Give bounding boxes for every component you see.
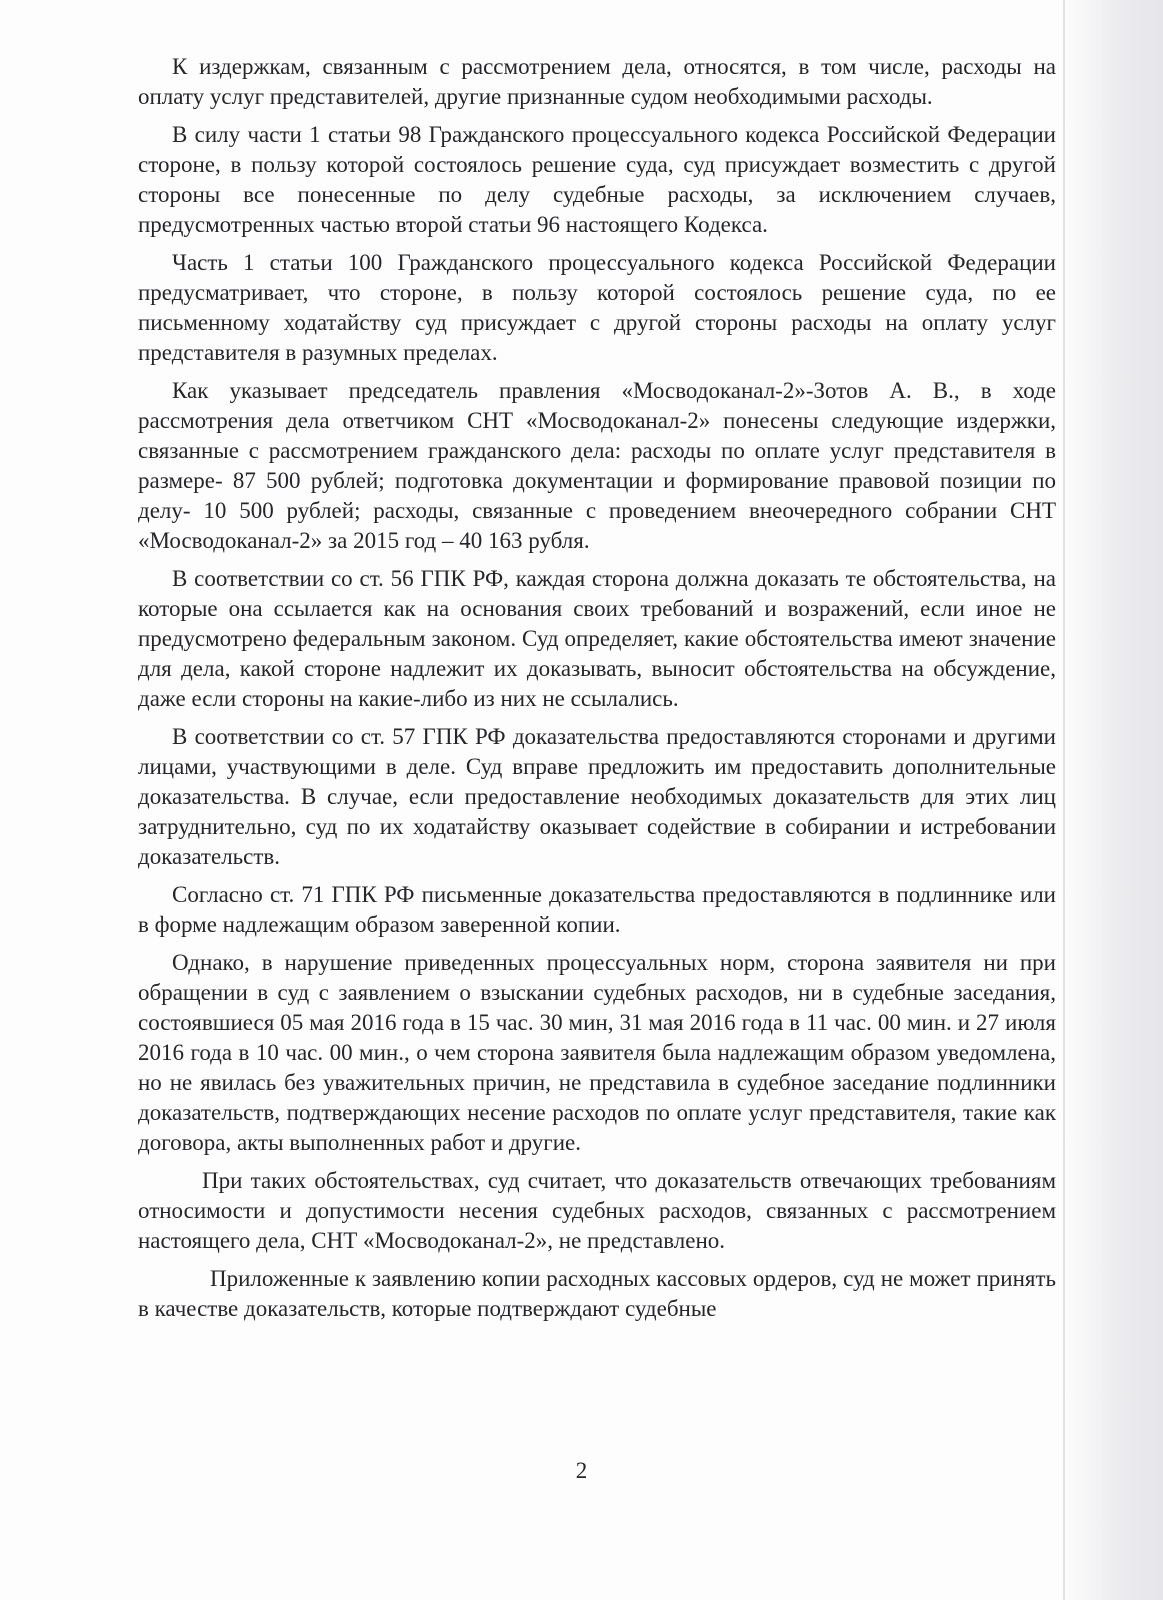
paragraph-article-71: Согласно ст. 71 ГПК РФ письменные доказательства предоставляются в подлиннике или в форме надлежащим образом заверенной копии. xyxy=(138,882,1056,937)
paragraph-cash-orders: Приложенные к заявлению копии расходных кассовых ордеров, суд не может принять в качестве доказательств, которые подтверждают судебные xyxy=(138,1266,1056,1321)
paragraph-article-56: В соответствии со ст. 56 ГПК РФ, каждая сторона должна доказать те обстоятельства, на которые она ссылается как на основания своих требований и возражений, если иное не предусмотрено федеральным законом. Суд определяет, какие обстоятельства имеют значение для дела, какой стороне надлежит их доказывать, выносит обстоятельства на обсуждение, даже если стороны на какие-либо из них не ссылались. xyxy=(138,566,1056,711)
document-body xyxy=(138,52,1056,1324)
paragraph-article-57: В соответствии со ст. 57 ГПК РФ доказательства предоставляются сторонами и другими лицами, участвующими в деле. Суд вправе предложить им предоставить дополнительные доказательства. В случае, если предоставление необходимых доказательств для этих лиц затруднительно, суд по их ходатайству оказывает содействие в собирании и истребовании доказательств. xyxy=(138,724,1056,869)
paragraph-claimed-expenses: Как указывает председатель правления «Мосводоканал-2»-Зотов А. В., в ходе рассмотрения дела ответчиком СНТ «Мосводоканал-2» понесены следующие издержки, связанные с рассмотрением гражданского дела: расходы по оплате услуг представителя в размере- 87 500 рублей; подготовка документации и формирование правовой позиции по делу- 10 500 рублей; расходы, связанные с проведением внеочередного собрании СНТ «Мосводоканал-2» за 2015 год – 40 163 рубля. xyxy=(138,378,1056,553)
paragraph-violation: Однако, в нарушение приведенных процессуальных норм, сторона заявителя ни при обращении в суд с заявлением о взыскании судебных расходов, ни в судебные заседания, состоявшиеся 05 мая 2016 года в 15 час. 30 мин, 31 мая 2016 года в 11 час. 00 мин. и 27 июля 2016 года в 10 час. 00 мин., о чем сторона заявителя была надлежащим образом уведомлена, но не явилась без уважительных причин, не представила в судебное заседание подлинники доказательств, подтверждающих несение расходов по оплате услуг представителя, такие как договора, акты выполненных работ и другие. xyxy=(138,950,1056,1155)
paragraph-costs-definition: К издержкам, связанным с рассмотрением дела, относятся, в том числе, расходы на оплату услуг представителей, другие признанные судом необходимыми расходы. xyxy=(138,54,1056,109)
page-edge-shadow xyxy=(1063,0,1163,1600)
paragraph-court-finding: При таких обстоятельствах, суд считает, что доказательств отвечающих требованиям относимости и допустимости несения судебных расходов, связанных с рассмотрением настоящего дела, СНТ «Мосводоканал-2», не представлено. xyxy=(138,1168,1056,1253)
page-edge-line xyxy=(1063,0,1065,1600)
page-number: 2 xyxy=(575,1458,588,1483)
paragraph-article-100: Часть 1 статьи 100 Гражданского процессуального кодекса Российской Федерации предусматривает, что стороне, в пользу которой состоялось решение суда, по ее письменному ходатайству суд присуждает с другой стороны расходы на оплату услуг представителя в разумных пределах. xyxy=(138,250,1056,365)
paragraph-article-98: В силу части 1 статьи 98 Гражданского процессуального кодекса Российской Федерации стороне, в пользу которой состоялось решение суда, суд присуждает возместить с другой стороны все понесенные по делу судебные расходы, за исключением случаев, предусмотренных частью второй статьи 96 настоящего Кодекса. xyxy=(138,122,1056,237)
